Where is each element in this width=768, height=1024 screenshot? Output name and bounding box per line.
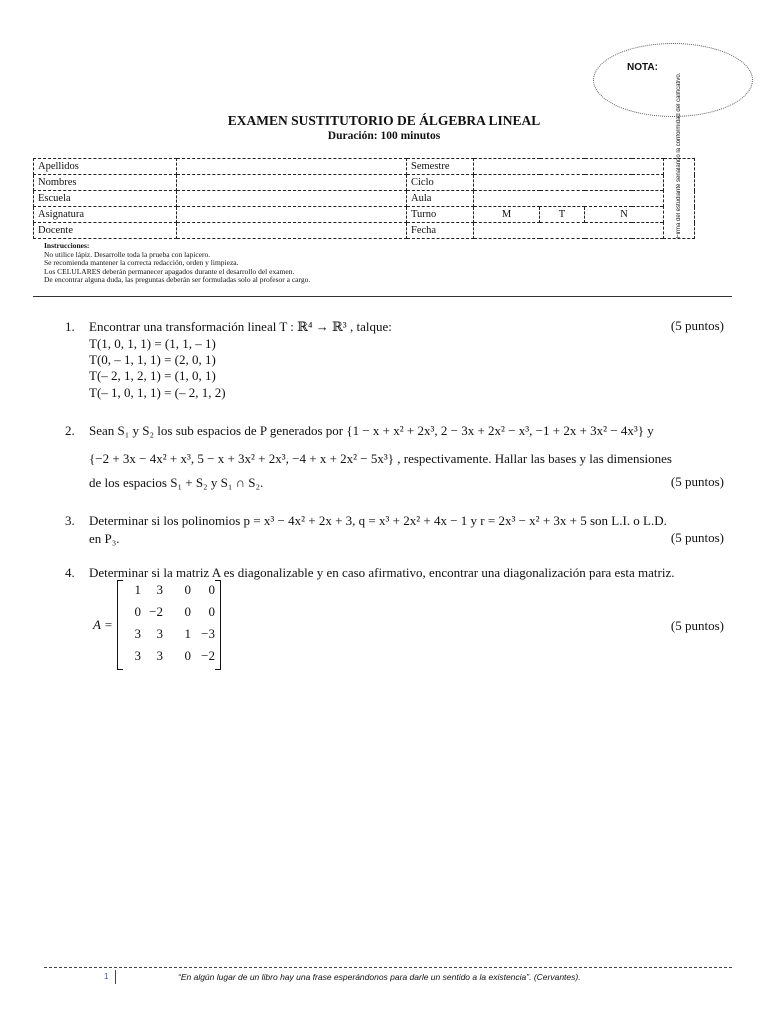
question-3-line-2: en P₃. bbox=[89, 531, 120, 546]
field-ciclo[interactable] bbox=[474, 175, 664, 191]
label-fecha: Fecha bbox=[407, 223, 474, 239]
label-aula: Aula bbox=[407, 191, 474, 207]
matrix-cell: 0 bbox=[208, 582, 215, 597]
field-escuela[interactable] bbox=[177, 191, 407, 207]
question-2-points: (5 puntos) bbox=[670, 474, 724, 489]
matrix-cell: 0 bbox=[184, 582, 191, 597]
question-text: Determinar si la matriz A es diagonalizable y en caso afirmativo, encontrar una diagonalización para esta matriz. bbox=[89, 565, 675, 580]
label-asignatura: Asignatura bbox=[34, 207, 177, 223]
matrix-label: A = bbox=[93, 617, 113, 632]
field-semestre[interactable] bbox=[474, 159, 664, 175]
question-number: 1. bbox=[65, 319, 75, 334]
matrix-cell: −2 bbox=[149, 604, 163, 619]
footer-quote: “En algún lugar de un libro hay una frase esperándonos para darle un sentido a la existencia”. (Cervantes). bbox=[178, 972, 581, 982]
label-ciclo: Ciclo bbox=[407, 175, 474, 191]
field-apellidos[interactable] bbox=[177, 159, 407, 175]
matrix-right-bracket bbox=[215, 580, 221, 670]
exam-duration: Duración: 100 minutos bbox=[327, 130, 441, 142]
question-3-points: (5 puntos) bbox=[670, 530, 724, 545]
instructions-heading: Instrucciones: bbox=[44, 241, 90, 250]
field-aula[interactable] bbox=[474, 191, 664, 207]
turno-option-n[interactable]: N bbox=[585, 207, 664, 223]
instruction-line: No utilice lápiz. Desarrolle toda la prueba con lapicero. bbox=[44, 249, 211, 259]
turno-option-m[interactable]: M bbox=[474, 207, 540, 223]
matrix-cell: 3 bbox=[134, 648, 141, 663]
label-nombres: Nombres bbox=[34, 175, 177, 191]
section-divider bbox=[33, 296, 732, 297]
matrix-cell: 0 bbox=[134, 604, 141, 619]
matrix-cell: 0 bbox=[208, 604, 215, 619]
label-docente: Docente bbox=[34, 223, 177, 239]
question-1-points: (5 puntos) bbox=[670, 318, 724, 333]
matrix-cell: 3 bbox=[156, 582, 163, 597]
instructions bbox=[44, 242, 310, 285]
instruction-line: De encontrar alguna duda, las preguntas deberán ser formuladas solo al profesor a cargo. bbox=[44, 275, 311, 285]
question-text: Sean S₁ y S₂ los sub espacios de P generados por {1 − x + x² + 2x³, 2 − 3x + 2x² − x³, −1 + 2x + 3x² − 4x³} y bbox=[89, 423, 654, 438]
signature-box[interactable]: Firma del estudiante señalando la conformidad del calificativo. bbox=[664, 159, 695, 239]
label-escuela: Escuela bbox=[34, 191, 177, 207]
page-number: 1 bbox=[104, 972, 109, 981]
matrix-a bbox=[117, 580, 221, 668]
matrix-cell: 0 bbox=[184, 648, 191, 663]
field-nombres[interactable] bbox=[177, 175, 407, 191]
matrix-cell: 0 bbox=[184, 604, 191, 619]
question-number: 3. bbox=[65, 513, 75, 528]
q1-condition: T(0, – 1, 1, 1) = (2, 0, 1) bbox=[89, 352, 216, 367]
field-fecha[interactable] bbox=[474, 223, 664, 239]
label-turno: Turno bbox=[407, 207, 474, 223]
exam-title: EXAMEN SUSTITUTORIO DE ÁLGEBRA LINEAL bbox=[227, 113, 541, 128]
matrix-cell: 3 bbox=[134, 626, 141, 641]
matrix-cell: −2 bbox=[201, 648, 215, 663]
matrix-cell: 1 bbox=[134, 582, 141, 597]
turno-option-t[interactable]: T bbox=[540, 207, 585, 223]
instruction-line: Los CELULARES deberán permanecer apagados durante el desarrollo del examen. bbox=[44, 266, 295, 276]
q1-condition: T(– 1, 0, 1, 1) = (– 2, 1, 2) bbox=[89, 385, 226, 400]
question-text: Determinar si los polinomios p = x³ − 4x² + 2x + 3, q = x³ + 2x² + 4x − 1 y r = 2x³ − x² + 3x + 5 son L.I. o L.D. bbox=[89, 513, 667, 528]
label-semestre: Semestre bbox=[407, 159, 474, 175]
field-docente[interactable] bbox=[177, 223, 407, 239]
question-number: 4. bbox=[65, 565, 75, 580]
q1-condition: T(1, 0, 1, 1) = (1, 1, – 1) bbox=[89, 336, 216, 351]
question-2-line-3: de los espacios S₁ + S₂ y S₁ ∩ S₂. bbox=[89, 475, 264, 490]
question-2-line-2: {−2 + 3x − 4x² + x³, 5 − x + 3x² + 2x³, −4 + x + 2x² − 5x³} , respectivamente. Hallar las bases y las dimensiones bbox=[89, 451, 672, 466]
field-asignatura[interactable] bbox=[177, 207, 407, 223]
question-text: Encontrar una transformación lineal T : ℝ⁴ → ℝ³ , talque: bbox=[89, 319, 392, 334]
footer-separator bbox=[115, 970, 116, 984]
grade-oval bbox=[593, 43, 753, 117]
matrix-cell: 3 bbox=[156, 648, 163, 663]
grade-label: NOTA: bbox=[627, 62, 658, 73]
instruction-line: Se recomienda mantener la correcta redacción, orden y limpieza. bbox=[44, 258, 239, 268]
question-number: 2. bbox=[65, 423, 75, 438]
matrix-cell: 3 bbox=[156, 626, 163, 641]
label-apellidos: Apellidos bbox=[34, 159, 177, 175]
matrix-cell: 1 bbox=[184, 626, 191, 641]
q1-condition: T(– 2, 1, 2, 1) = (1, 0, 1) bbox=[89, 368, 216, 383]
footer-divider bbox=[44, 967, 732, 968]
matrix-cell: −3 bbox=[201, 626, 215, 641]
question-4-points: (5 puntos) bbox=[670, 618, 724, 633]
